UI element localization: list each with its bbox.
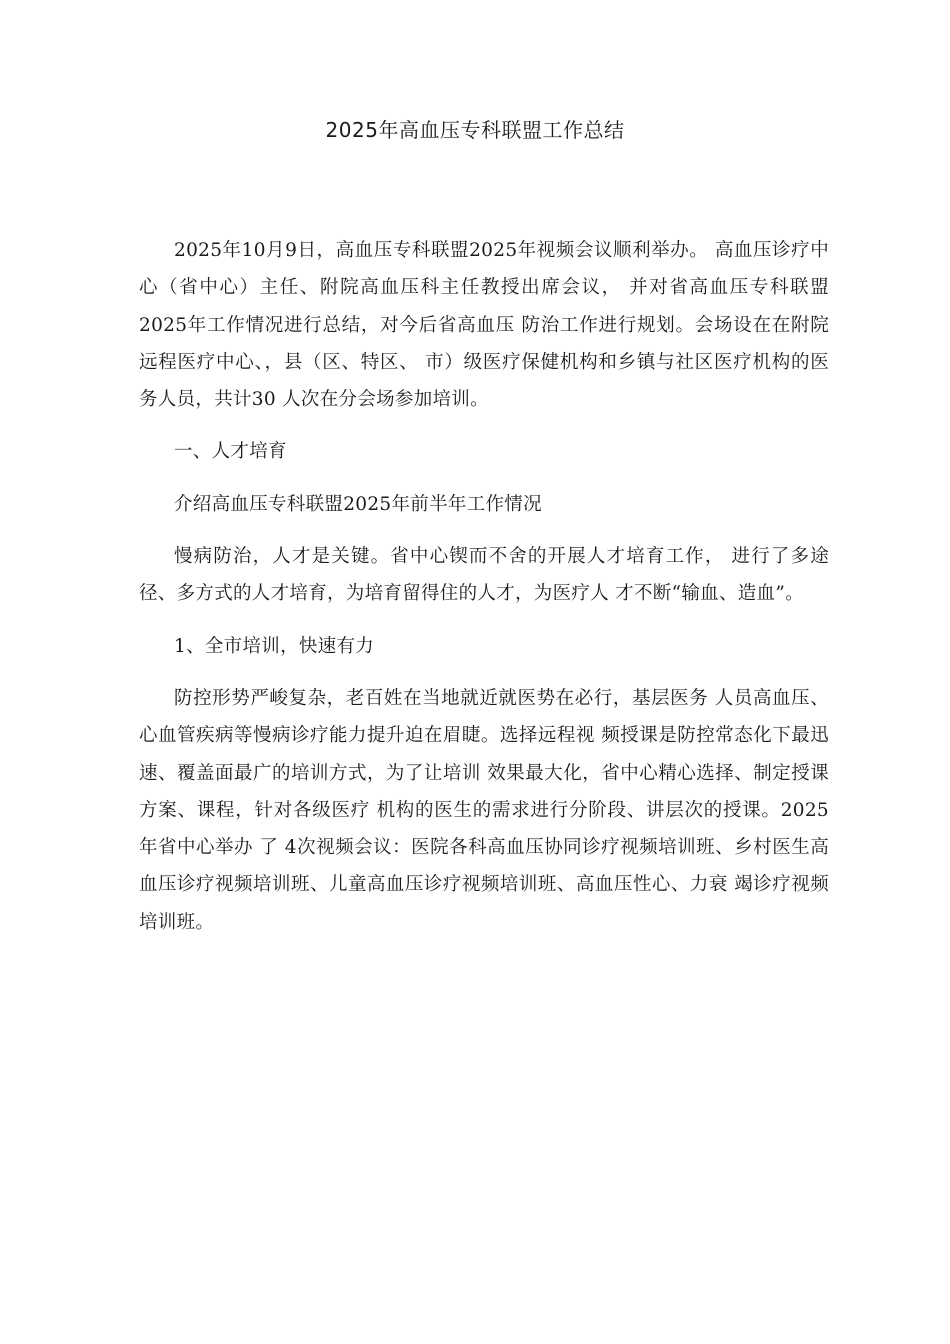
paragraph-training-details: 防控形势严峻复杂，老百姓在当地就近就医势在必行，基层医务 人员高血压、心血管疾病等慢病诊疗能力提升迫在眉睫。选择远程视 频授课是防控常态化下最迅速、覆盖面最广的培训方式，为了让培训 效果最大化，省中心精心选择、制定授课方案、课程，针对各级医疗 机构的医生的需求进行分阶段、讲层次的授课。2025年省中心举办 了 4次视频会议：医院各科高血压协同诊疗视频培训班、乡村医生高 血压诊疗视频培训班、儿童高血压诊疗视频培训班、高血压性心、力衰 竭诊疗视频培训班。 — [139, 687, 829, 933]
document-title: 2025年高血压专科联盟工作总结 — [325, 118, 625, 142]
section-heading-talent: 一、人才培育 — [174, 441, 287, 463]
section-heading-citywide-training: 1、全市培训，快速有力 — [174, 635, 375, 657]
paragraph-talent-cultivation: 慢病防治，人才是关键。省中心锲而不舍的开展人才培育工作， 进行了多途径、多方式的人才培育，为培育留得住的人才，为医疗人 才不断“输血、造血”。 — [139, 546, 829, 605]
subheading-introduction: 介绍高血压专科联盟2025年前半年工作情况 — [174, 493, 542, 515]
document-body — [139, 232, 829, 941]
paragraph-meeting-summary: 2025年10月9日，高血压专科联盟2025年视频会议顺利举办。 高血压诊疗中心（省中心）主任、附院高血压科主任教授出席会议， 并对省高血压专科联盟2025年工作情况进行总结，对今后省高血压 防治工作进行规划。会场设在在附院远程医疗中心、，县（区、特区、 市）级医疗保健机构和乡镇与社区医疗机构的医务人员，共计30 人次在分会场参加培训。 — [139, 240, 829, 411]
